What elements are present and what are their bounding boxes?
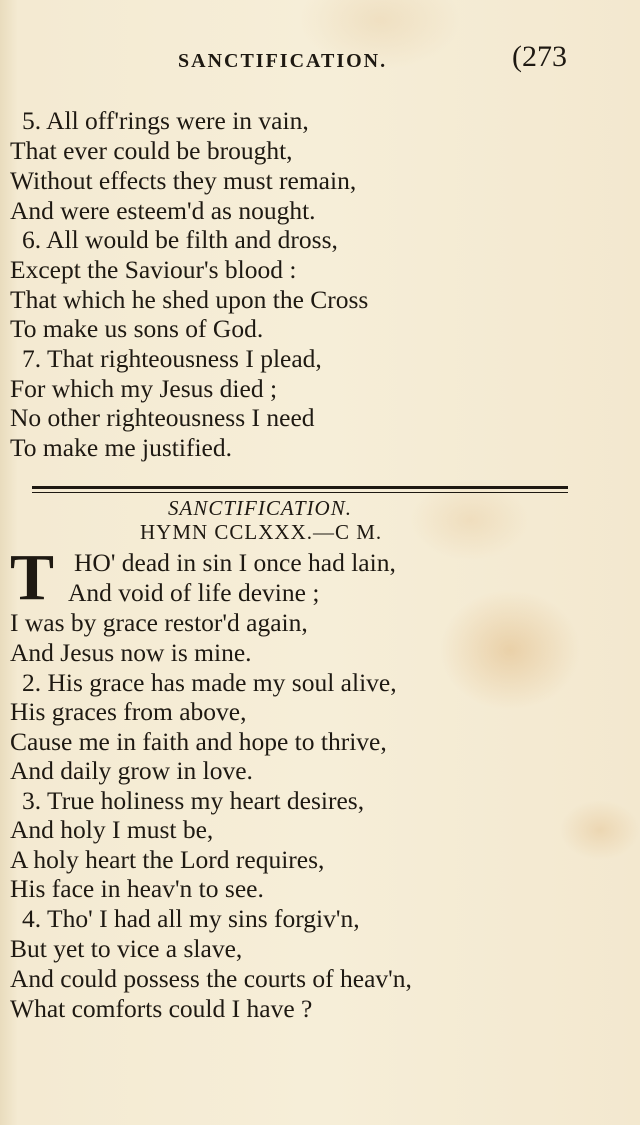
verse-line: For which my Jesus died ; [10, 374, 278, 403]
section-divider-thick [32, 486, 568, 489]
verse-line: And void of life devine ; [68, 578, 320, 607]
verse-line: His face in heav'n to see. [10, 874, 264, 903]
verse-line: 2. His grace has made my soul alive, [22, 668, 397, 697]
verse-line: 6. All would be filth and dross, [22, 225, 338, 254]
verse-line: Without effects they must remain, [10, 166, 357, 195]
verse-line: Except the Saviour's blood : [10, 255, 297, 284]
verse-line: And Jesus now is mine. [10, 638, 252, 667]
verse-line: And were esteem'd as nought. [10, 196, 316, 225]
running-head: SANCTIFICATION. [178, 50, 388, 72]
section-divider-thin [32, 492, 568, 493]
verse-line: But yet to vice a slave, [10, 934, 243, 963]
verse-line: I was by grace restor'd again, [10, 608, 308, 637]
verse-line: And daily grow in love. [10, 756, 253, 785]
verse-line: To make me justified. [10, 433, 232, 462]
drop-cap: T [10, 541, 55, 614]
verse-line: 7. That righteousness I plead, [22, 344, 322, 373]
verse-line: His graces from above, [10, 697, 247, 726]
verse-line: To make us sons of God. [10, 314, 264, 343]
verse-line: What comforts could I have ? [10, 994, 313, 1023]
verse-line: That which he shed upon the Cross [10, 285, 369, 314]
verse-line: 4. Tho' I had all my sins forgiv'n, [22, 904, 360, 933]
verse-line-first: HO' dead in sin I once had lain, [74, 548, 396, 577]
verse-line: Cause me in faith and hope to thrive, [10, 727, 387, 756]
verse-line: No other righteousness I need [10, 403, 315, 432]
verse-line: And holy I must be, [10, 815, 214, 844]
section-title: SANCTIFICATION. [168, 496, 352, 520]
verse-line: 5. All off'rings were in vain, [22, 106, 309, 135]
page-number: (273 [512, 40, 567, 73]
verse-line: And could possess the courts of heav'n, [10, 964, 412, 993]
verse-line: A holy heart the Lord requires, [10, 845, 325, 874]
verse-line: That ever could be brought, [10, 136, 293, 165]
hymn-heading: HYMN CCLXXX.—C M. [140, 520, 383, 544]
verse-line: 3. True holiness my heart desires, [22, 786, 365, 815]
